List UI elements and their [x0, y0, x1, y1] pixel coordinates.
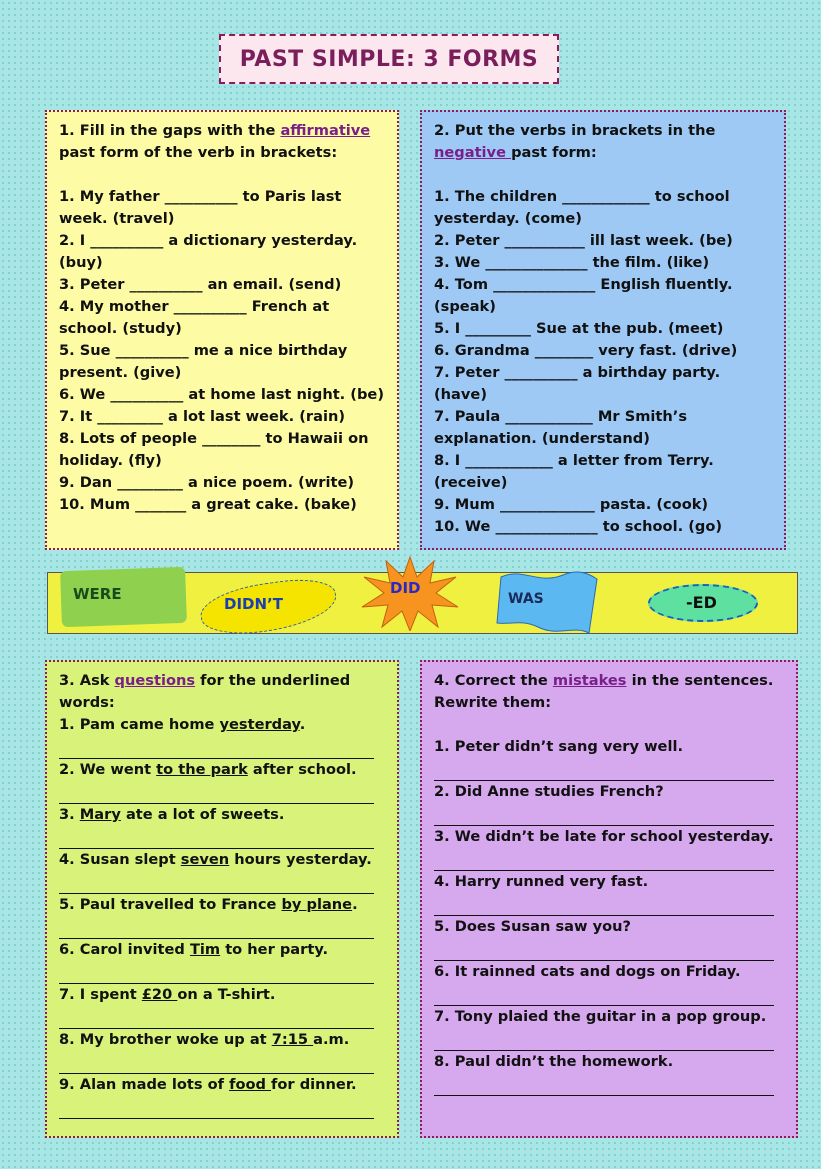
exercise-3-item: 7. I spent £20 on a T-shirt. — [59, 986, 276, 1003]
answer-line[interactable] — [59, 736, 374, 759]
exercise-1-instructions: 1. Fill in the gaps with the affirmative past form of the verb in brackets: — [59, 122, 371, 161]
exercise-1-item: 1. My father __________ to Paris last week. (travel) — [59, 188, 342, 227]
answer-line[interactable] — [59, 1096, 374, 1119]
exercise-3-instructions: 3. Ask questions for the underlined words: — [59, 672, 351, 711]
exercise-1-item: 4. My mother __________ French at school. (study) — [59, 298, 330, 337]
exercise-4-item: 4. Harry runned very fast. — [434, 873, 649, 890]
exercise-2-item: 2. Peter ___________ ill last week. (be) — [434, 232, 733, 249]
exercise-3-item: 6. Carol invited Tim to her party. — [59, 941, 329, 958]
answer-line[interactable] — [59, 1051, 374, 1074]
answer-line[interactable] — [59, 1006, 374, 1029]
exercise-4-item: 1. Peter didn’t sang very well. — [434, 738, 683, 755]
answer-line[interactable] — [59, 961, 374, 984]
exercise-1-item: 9. Dan _________ a nice poem. (write) — [59, 474, 355, 491]
answer-line[interactable] — [59, 781, 374, 804]
word-were: WERE — [73, 585, 122, 603]
exercise-3-box — [45, 660, 399, 1138]
answer-line[interactable] — [59, 871, 374, 894]
exercise-3-item: 8. My brother woke up at 7:15 a.m. — [59, 1031, 350, 1048]
exercise-2-item: 8. I ____________ a letter from Terry. (receive) — [434, 452, 714, 491]
exercise-2-box — [420, 110, 786, 550]
exercise-1-item: 2. I __________ a dictionary yesterday. (buy) — [59, 232, 358, 271]
exercise-2-item: 3. We ______________ the film. (like) — [434, 254, 710, 271]
word-bank-strip — [47, 572, 798, 634]
word-didnt: DIDN’T — [224, 595, 283, 613]
exercise-1-item: 8. Lots of people ________ to Hawaii on holiday. (fly) — [59, 430, 369, 469]
keyword-negative: negative — [434, 144, 512, 161]
keyword-affirmative: affirmative — [280, 122, 371, 139]
page-title: PAST SIMPLE: 3 FORMS — [239, 46, 539, 72]
answer-line[interactable] — [434, 1028, 774, 1051]
exercise-2-item: 6. Grandma ________ very fast. (drive) — [434, 342, 738, 359]
exercise-3-item: 2. We went to the park after school. — [59, 761, 357, 778]
exercise-4-box — [420, 660, 798, 1138]
exercise-2-item: 9. Mum _____________ pasta. (cook) — [434, 496, 709, 513]
title-box — [219, 34, 559, 84]
answer-line[interactable] — [434, 758, 774, 781]
exercise-1-item: 6. We __________ at home last night. (be) — [59, 386, 384, 403]
exercise-3-item: 9. Alan made lots of food for dinner. — [59, 1076, 357, 1093]
answer-line[interactable] — [59, 916, 374, 939]
exercise-3-item: 1. Pam came home yesterday. — [59, 716, 306, 733]
exercise-4-instructions: 4. Correct the mistakes in the sentences. Rewrite them: — [434, 672, 774, 711]
exercise-1-item: 5. Sue __________ me a nice birthday present. (give) — [59, 342, 348, 381]
answer-line[interactable] — [434, 848, 774, 871]
exercise-4-item: 3. We didn’t be late for school yesterday. — [434, 828, 774, 845]
exercise-1-item: 10. Mum _______ a great cake. (bake) — [59, 496, 357, 513]
exercise-2-item: 4. Tom ______________ English fluently. (speak) — [434, 276, 733, 315]
exercise-2-item: 5. I _________ Sue at the pub. (meet) — [434, 320, 724, 337]
exercise-1-item: 3. Peter __________ an email. (send) — [59, 276, 342, 293]
answer-line[interactable] — [434, 803, 774, 826]
exercise-3-item: 4. Susan slept seven hours yesterday. — [59, 851, 372, 868]
exercise-2-instructions: 2. Put the verbs in brackets in the negative past form: — [434, 122, 716, 161]
answer-line[interactable] — [434, 983, 774, 1006]
answer-line[interactable] — [434, 938, 774, 961]
keyword-mistakes: mistakes — [552, 672, 627, 689]
exercise-4-item: 2. Did Anne studies French? — [434, 783, 664, 800]
exercise-4-item: 8. Paul didn’t the homework. — [434, 1053, 674, 1070]
exercise-4-item: 6. It rainned cats and dogs on Friday. — [434, 963, 741, 980]
exercise-4-item: 7. Tony plaied the guitar in a pop group. — [434, 1008, 767, 1025]
answer-line[interactable] — [434, 1073, 774, 1096]
word-was: WAS — [508, 591, 544, 607]
answer-line[interactable] — [434, 893, 774, 916]
answer-line[interactable] — [59, 826, 374, 849]
exercise-2-item: 1. The children ____________ to school yesterday. (come) — [434, 188, 730, 227]
exercise-1-item: 7. It _________ a lot last week. (rain) — [59, 408, 346, 425]
exercise-3-item: 5. Paul travelled to France by plane. — [59, 896, 358, 913]
exercise-1-box — [45, 110, 399, 550]
exercise-4-item: 5. Does Susan saw you? — [434, 918, 631, 935]
word-ed: -ED — [686, 593, 717, 612]
exercise-2-item: 10. We ______________ to school. (go) — [434, 518, 723, 535]
keyword-questions: questions — [114, 672, 196, 689]
exercise-2-item: 7. Paula ____________ Mr Smith’s explanation. (understand) — [434, 408, 688, 447]
word-did: DID — [390, 579, 421, 597]
exercise-3-item: 3. Mary ate a lot of sweets. — [59, 806, 285, 823]
exercise-2-item: 7. Peter __________ a birthday party. (have) — [434, 364, 721, 403]
